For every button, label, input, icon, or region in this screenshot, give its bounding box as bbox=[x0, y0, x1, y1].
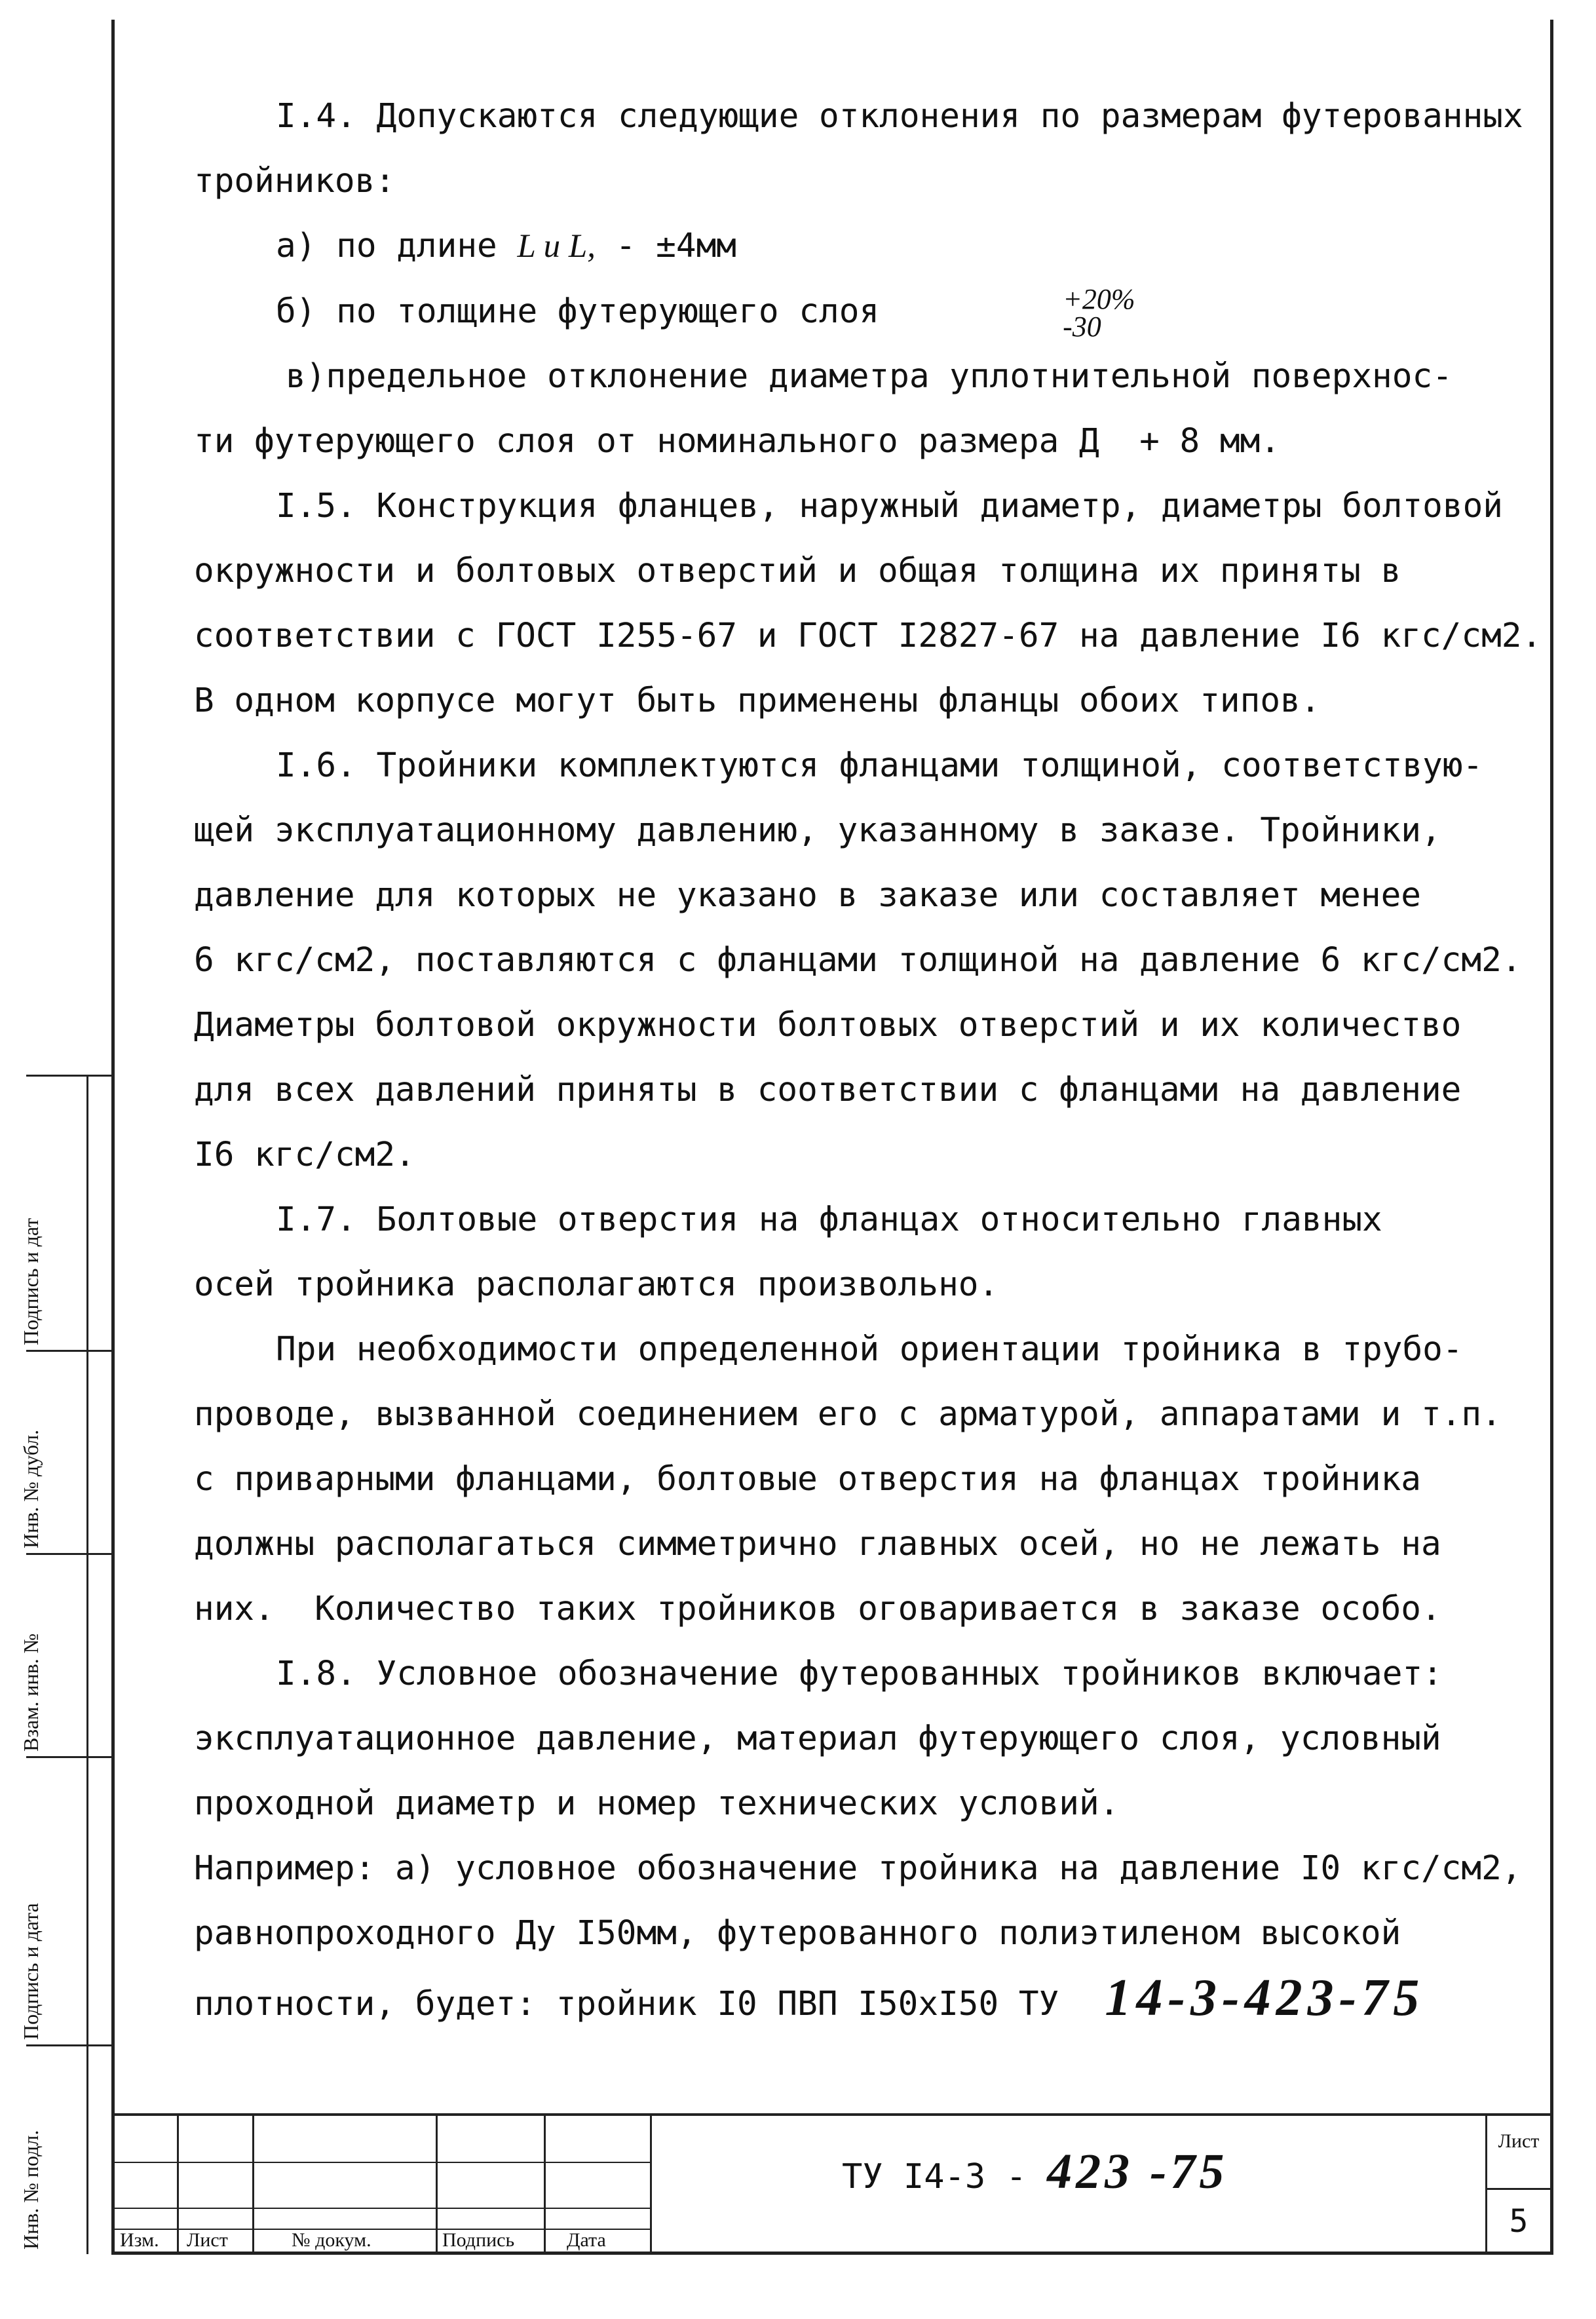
revision-col-divider bbox=[436, 2116, 438, 2254]
document-code bbox=[842, 2143, 1228, 2200]
body-line: I.8. Условное обозначение футерованных тройников включает: bbox=[276, 1655, 1443, 1693]
body-line: Например: а) условное обозначение тройника на давление I0 кгс/см2, bbox=[194, 1849, 1522, 1888]
body-line: давление для которых не указано в заказе или составляет менее bbox=[194, 876, 1421, 915]
tolerance-minus: -30 bbox=[1063, 311, 1101, 343]
revision-col-divider bbox=[177, 2116, 179, 2254]
example-designation-text: плотности, будет: тройник I0 ПВП I50хI50 ТУ bbox=[194, 1985, 1059, 2023]
body-line: в)предельное отклонение диаметра уплотнительной поверхнос- bbox=[286, 357, 1453, 396]
body-line: с приварными фланцами, болтовые отверстия на фланцах тройника bbox=[194, 1460, 1421, 1499]
revision-row-line bbox=[115, 2162, 652, 2163]
tolerance-length-prefix: а) по длине bbox=[276, 227, 497, 265]
side-label-original-inventory: Инв. № подл. bbox=[19, 2130, 43, 2250]
handwritten-document-code: 423 -75 bbox=[1047, 2144, 1228, 2199]
body-line: I.7. Болтовые отверстия на фланцах относительно главных bbox=[276, 1200, 1382, 1239]
body-line: тройников: bbox=[194, 162, 396, 201]
header-signature: Подпись bbox=[442, 2229, 515, 2251]
revision-row-line bbox=[115, 2208, 652, 2209]
tolerance-thickness bbox=[194, 279, 1537, 344]
document-code-field bbox=[652, 2116, 1596, 2254]
body-line: осей тройника располагаются произвольно. bbox=[194, 1265, 999, 1304]
revision-table bbox=[115, 2116, 652, 2254]
header-change: Изм. bbox=[120, 2229, 159, 2251]
body-line: проходной диаметр и номер технических условий. bbox=[194, 1784, 1120, 1823]
sheet-number: 5 bbox=[1487, 2188, 1550, 2240]
side-label-dup-inventory: Инв. № дубл. bbox=[19, 1429, 43, 1548]
tolerance-length-value: - ±4мм bbox=[615, 227, 736, 265]
body-line: I.5. Конструкция фланцев, наружный диаметр, диаметры болтовой bbox=[276, 487, 1503, 526]
body-line: проводе, вызванной соединением его с арматурой, аппаратами и т.п. bbox=[194, 1395, 1502, 1434]
body-line: для всех давлений приняты в соответствии с фланцами на давление bbox=[194, 1071, 1462, 1109]
side-field-dup-inventory bbox=[19, 1350, 113, 1555]
tolerance-length bbox=[194, 214, 1537, 279]
body-line: них. Количество таких тройников оговаривается в заказе особо. bbox=[194, 1590, 1441, 1628]
document-code-prefix: ТУ I4-3 - bbox=[842, 2157, 1027, 2196]
sheet-number-field bbox=[1485, 2116, 1550, 2254]
side-field-signature-date-2 bbox=[19, 1756, 113, 2046]
handwritten-length-symbols: L и L, bbox=[517, 228, 596, 265]
body-line: Диаметры болтовой окружности болтовых отверстий и их количество bbox=[194, 1006, 1462, 1045]
frame-right-border bbox=[1550, 20, 1553, 2254]
body-line: окружности и болтовых отверстий и общая толщина их приняты в bbox=[194, 552, 1401, 590]
sheet-label: Лист bbox=[1498, 2130, 1540, 2152]
title-block bbox=[115, 2113, 1550, 2254]
body-line: щей эксплуатационному давлению, указанному в заказе. Тройники, bbox=[194, 811, 1441, 850]
handwritten-spec-number: 14-3-423-75 bbox=[1105, 1969, 1425, 2027]
body-line: В одном корпусе могут быть применены фланцы обоих типов. bbox=[194, 681, 1321, 720]
header-sheet: Лист bbox=[187, 2229, 228, 2251]
revision-col-divider bbox=[252, 2116, 254, 2254]
tolerance-plus: +20% bbox=[1063, 283, 1135, 315]
document-body bbox=[194, 84, 1542, 2037]
body-line: ти футерующего слоя от номинального размера Д + 8 мм. bbox=[194, 422, 1281, 461]
body-line: эксплуатационное давление, материал футерующего слоя, условный bbox=[194, 1719, 1441, 1758]
header-document-number: № докум. bbox=[292, 2229, 371, 2251]
handwritten-tolerance bbox=[1063, 283, 1135, 343]
body-line: должны располагаться симметрично главных осей, но не лежать на bbox=[194, 1525, 1441, 1563]
side-field-signature-date-1 bbox=[19, 1075, 113, 1352]
body-line: равнопроходного Ду I50мм, футерованного полиэтиленом высокой bbox=[194, 1914, 1401, 1953]
body-line: I.4. Допускаются следующие отклонения по размерам футерованных bbox=[276, 97, 1523, 136]
side-field-replacement-inventory bbox=[19, 1553, 113, 1758]
body-line: При необходимости определенной ориентации тройника в трубо- bbox=[276, 1330, 1463, 1369]
side-label-replacement-inventory: Взам. инв. № bbox=[19, 1633, 43, 1752]
side-label-signature-date-1: Подпись и дат bbox=[19, 1217, 43, 1345]
example-designation-line bbox=[194, 1966, 1537, 2037]
side-stamp-strip bbox=[19, 1075, 113, 2254]
header-date: Дата bbox=[567, 2229, 606, 2251]
revision-col-divider bbox=[544, 2116, 546, 2254]
body-line: 6 кгс/см2, поставляются с фланцами толщиной на давление 6 кгс/см2. bbox=[194, 941, 1522, 980]
tolerance-thickness-label: б) по толщине футерующего слоя bbox=[276, 292, 880, 331]
body-line: I.6. Тройники комплектуются фланцами толщиной, соответствую- bbox=[276, 746, 1483, 785]
side-label-signature-date-2: Подпись и дата bbox=[19, 1903, 43, 2040]
body-line: I6 кгс/см2. bbox=[194, 1136, 415, 1174]
body-line: соответствии с ГОСТ I255-67 и ГОСТ I2827-67 на давление I6 кгс/см2. bbox=[194, 617, 1542, 655]
side-field-original-inventory bbox=[19, 2044, 113, 2256]
